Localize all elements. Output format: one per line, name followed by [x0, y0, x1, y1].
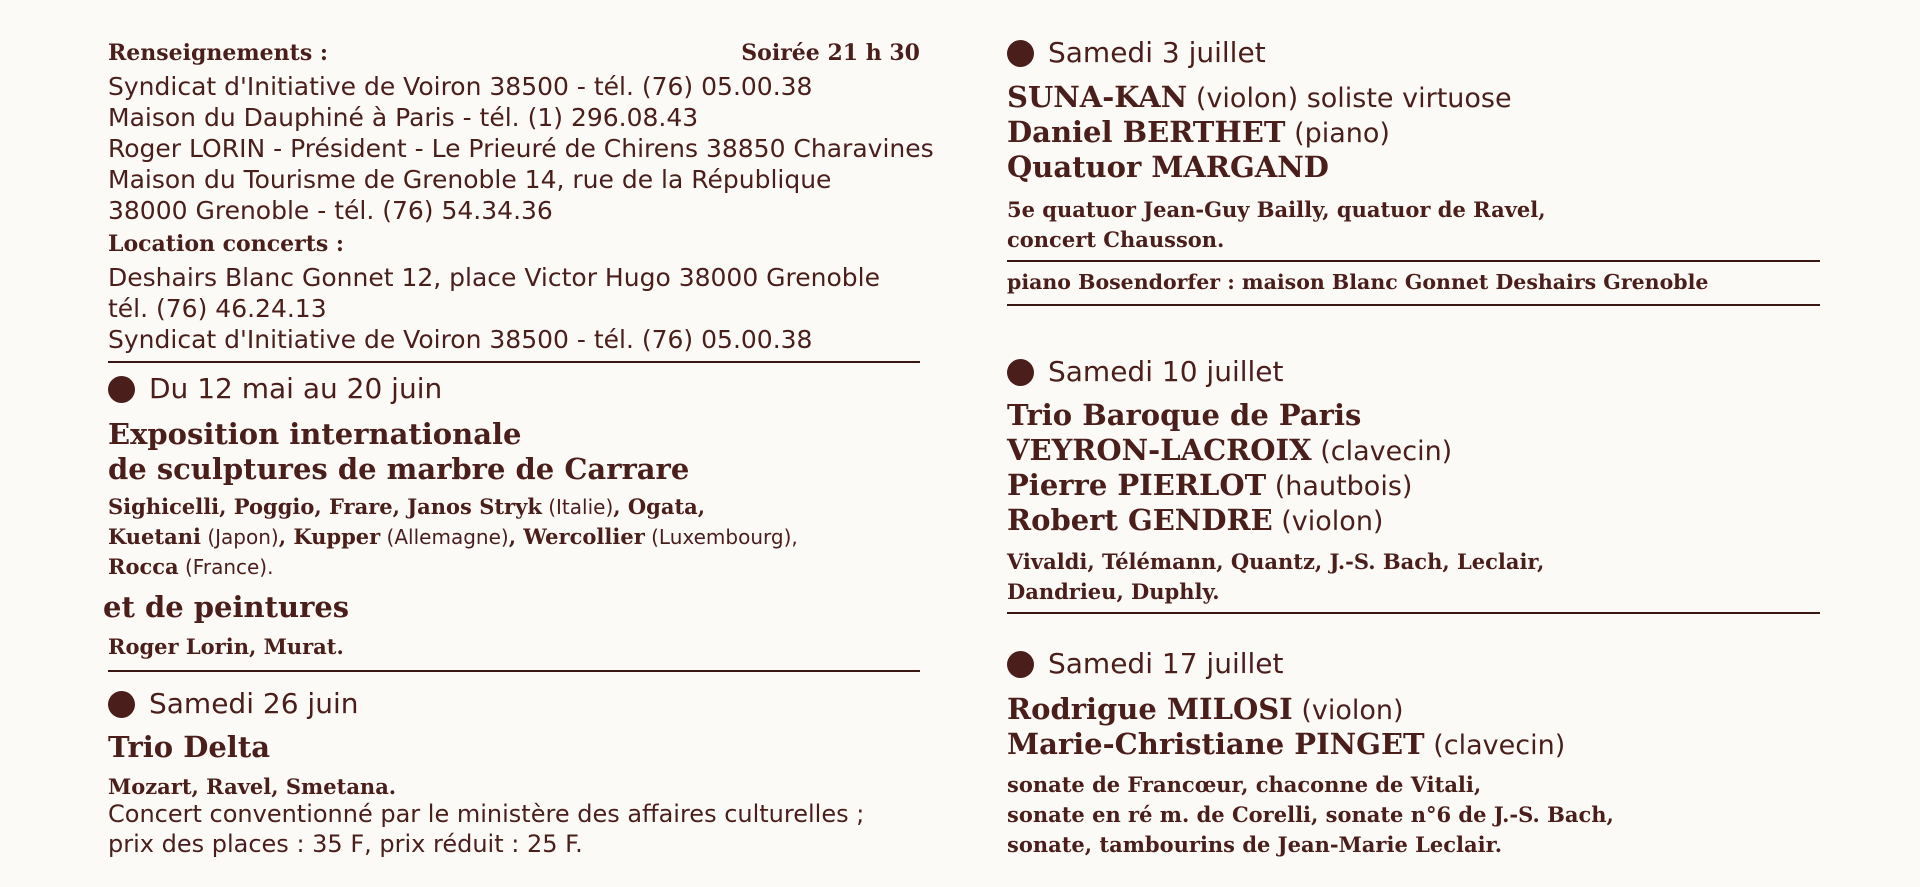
- c3-program: sonate en ré m. de Corelli, sonate n°6 de J.-S. Bach,: [1007, 802, 1614, 827]
- artist-name: Kuetani: [108, 524, 201, 549]
- info-line: Maison du Dauphiné à Paris - tél. (1) 296.08.43: [108, 103, 699, 132]
- location-line: Deshairs Blanc Gonnet 12, place Victor Hugo 38000 Grenoble: [108, 263, 880, 292]
- artist-name: Sighicelli, Poggio, Frare, Janos Stryk: [108, 494, 542, 519]
- location-heading: Location concerts :: [108, 231, 345, 257]
- delta-date-row: [108, 686, 920, 722]
- performer-role: (clavecin): [1311, 436, 1453, 467]
- performer-name: Quatuor MARGAND: [1007, 150, 1329, 184]
- c1-date-row: [1007, 35, 1820, 71]
- performer-line: [1007, 150, 1820, 186]
- divider: [1007, 612, 1820, 614]
- c2-program: Dandrieu, Duphly.: [1007, 579, 1220, 604]
- info-line: Maison du Tourisme de Grenoble 14, rue de la République: [108, 165, 832, 194]
- expo-artists-line: [108, 492, 920, 522]
- peintures-artists: Roger Lorin, Murat.: [108, 634, 344, 659]
- info-line: Roger LORIN - Président - Le Prieuré de Chirens 38850 Charavines: [108, 134, 934, 163]
- performer-line: [1007, 468, 1820, 504]
- performer-name: VEYRON-LACROIX: [1007, 433, 1312, 467]
- performer-role: (violon): [1272, 506, 1384, 537]
- performer-name: Rodrigue MILOSI: [1007, 692, 1293, 726]
- performer-name: Pierre PIERLOT: [1007, 468, 1267, 502]
- performer-role: (violon): [1292, 695, 1404, 726]
- bullet-icon: [108, 376, 135, 403]
- c2-date-row: [1007, 354, 1820, 390]
- performer-line: [1007, 503, 1820, 539]
- divider: [108, 361, 920, 363]
- artist-country: (Luxembourg),: [644, 525, 798, 549]
- bullet-icon: [1007, 651, 1034, 678]
- expo-artists-line: [108, 552, 920, 582]
- piano-note: piano Bosendorfer : maison Blanc Gonnet Deshairs Grenoble: [1007, 270, 1709, 294]
- delta-program: Mozart, Ravel, Smetana.: [108, 774, 397, 799]
- expo-date-row: [108, 371, 920, 407]
- performer-line: [1007, 727, 1820, 763]
- expo-title: de sculptures de marbre de Carrare: [108, 452, 690, 486]
- expo-artists-line: [108, 522, 920, 552]
- delta-note: Concert conventionné par le ministère des affaires culturelles ;: [108, 800, 865, 828]
- c3-date: Samedi 17 juillet: [1048, 647, 1284, 680]
- expo-title: Exposition internationale: [108, 417, 522, 451]
- performer-line: [1007, 80, 1820, 116]
- expo-date: Du 12 mai au 20 juin: [149, 372, 443, 405]
- bullet-icon: [1007, 40, 1034, 67]
- performer-role: (clavecin): [1424, 730, 1566, 761]
- soiree-time: Soirée 21 h 30: [741, 40, 920, 66]
- renseignements-heading: Renseignements :: [108, 40, 328, 66]
- performer-name: Marie-Christiane PINGET: [1007, 727, 1425, 761]
- performer-line: [1007, 115, 1820, 151]
- bullet-icon: [108, 691, 135, 718]
- location-line: tél. (76) 46.24.13: [108, 294, 327, 323]
- delta-note: prix des places : 35 F, prix réduit : 25 F.: [108, 830, 583, 858]
- performer-name: Daniel BERTHET: [1007, 115, 1286, 149]
- c1-date: Samedi 3 juillet: [1048, 36, 1266, 69]
- artist-country: (France).: [178, 555, 274, 579]
- c3-program: sonate, tambourins de Jean-Marie Leclair.: [1007, 832, 1503, 857]
- c2-date: Samedi 10 juillet: [1048, 355, 1284, 388]
- performer-role: (hautbois): [1266, 471, 1413, 502]
- c1-program: concert Chausson.: [1007, 227, 1225, 252]
- bullet-icon: [1007, 359, 1034, 386]
- artist-name: Rocca: [108, 554, 179, 579]
- location-line: Syndicat d'Initiative de Voiron 38500 - tél. (76) 05.00.38: [108, 325, 813, 354]
- performer-name: Trio Baroque de Paris: [1007, 398, 1362, 432]
- artist-name: , Kupper: [278, 524, 381, 549]
- artist-country: (Allemagne): [380, 525, 509, 549]
- peintures-heading: et de peintures: [103, 590, 350, 624]
- c3-program: sonate de Francœur, chaconne de Vitali,: [1007, 772, 1482, 797]
- delta-date: Samedi 26 juin: [149, 687, 359, 720]
- delta-title: Trio Delta: [108, 730, 271, 764]
- performer-line: [1007, 692, 1820, 728]
- artist-country: (Japon): [200, 525, 279, 549]
- artist-name: , Ogata,: [613, 494, 706, 519]
- divider: [108, 670, 920, 672]
- performer-name: SUNA-KAN: [1007, 80, 1188, 114]
- performer-line: [1007, 433, 1820, 469]
- performer-line: [1007, 398, 1820, 434]
- c3-date-row: [1007, 646, 1820, 682]
- performer-role: (piano): [1285, 118, 1390, 149]
- info-line: Syndicat d'Initiative de Voiron 38500 - tél. (76) 05.00.38: [108, 72, 813, 101]
- info-line: 38000 Grenoble - tél. (76) 54.34.36: [108, 196, 553, 225]
- c2-program: Vivaldi, Télémann, Quantz, J.-S. Bach, Leclair,: [1007, 549, 1545, 574]
- info-heading-row: [108, 38, 920, 68]
- divider: [1007, 260, 1820, 262]
- artist-country: (Italie): [541, 495, 614, 519]
- artist-name: , Wercollier: [508, 524, 645, 549]
- c1-program: 5e quatuor Jean-Guy Bailly, quatuor de Ravel,: [1007, 197, 1546, 222]
- divider: [1007, 304, 1820, 306]
- performer-name: Robert GENDRE: [1007, 503, 1273, 537]
- performer-role: (violon) soliste virtuose: [1187, 83, 1512, 114]
